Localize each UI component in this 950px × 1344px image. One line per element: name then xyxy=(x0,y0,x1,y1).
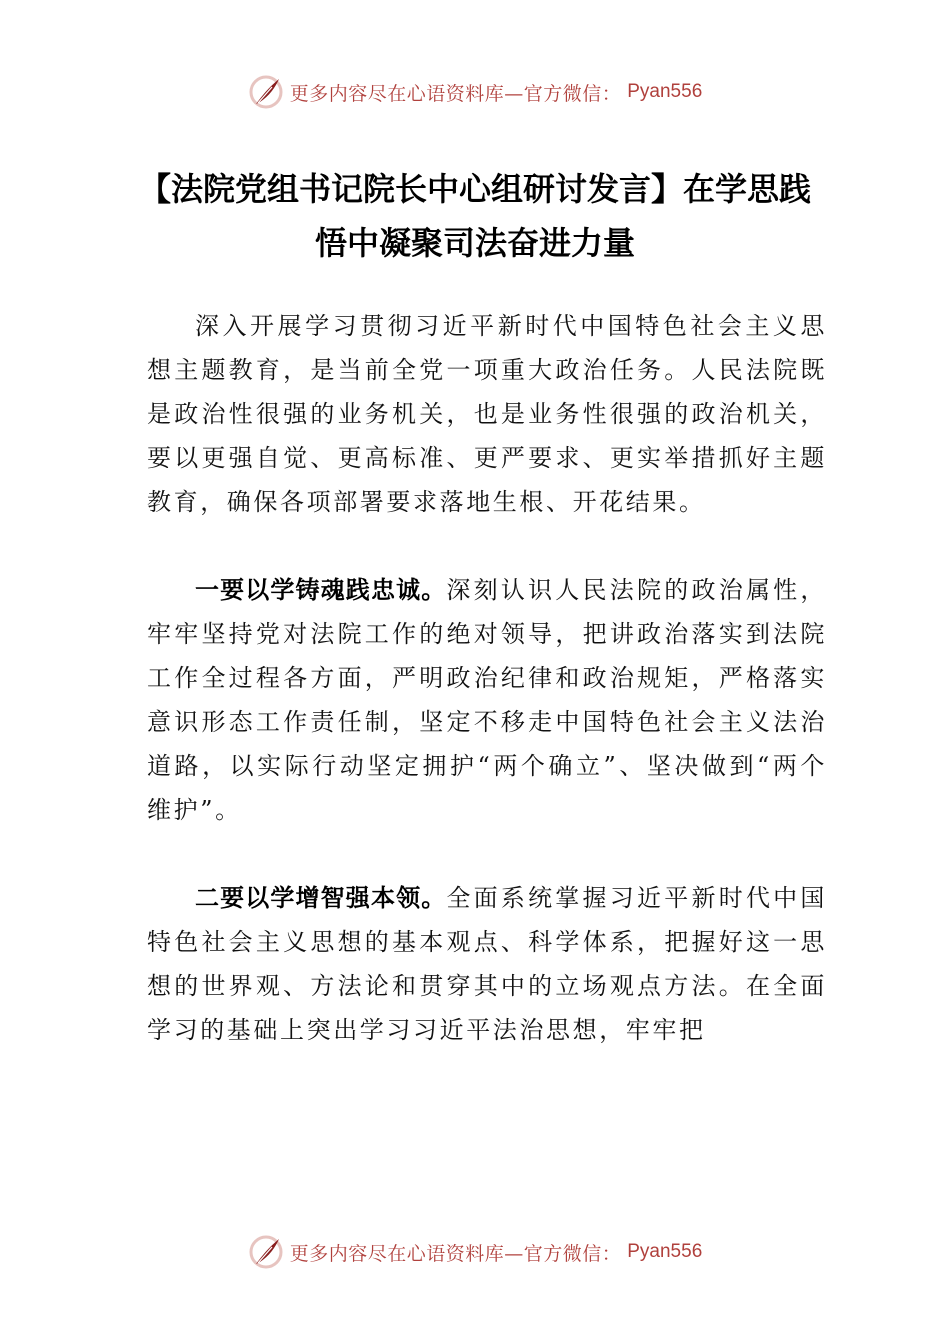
paragraph-heading: 一要以学铸魂践忠诚。 xyxy=(195,576,447,604)
wechat-id: Pyan556 xyxy=(627,1241,703,1262)
banner-text: 更多内容尽在心语资料库—官方微信： xyxy=(289,1242,622,1265)
document-body xyxy=(147,304,827,1096)
header-banner xyxy=(0,70,950,114)
wechat-id: Pyan556 xyxy=(627,81,703,102)
paragraph-text: 深刻认识人民法院的政治属性，牢牢坚持党对法院工作的绝对领导，把讲政治落实到法院工作全过程各方面，严明政治纪律和政治规矩，严格落实意识形态工作责任制，坚定不移走中国特色社会主义法治道路，以实际行动坚定拥护“两个确立”、坚决做到“两个维护”。 xyxy=(147,576,828,824)
document-title: 【法院党组书记院长中心组研讨发言】在学思践悟中凝聚司法奋进力量 xyxy=(138,170,811,262)
footer-banner xyxy=(0,1230,950,1274)
paragraph-text: 深入开展学习贯彻习近平新时代中国特色社会主义思想主题教育，是当前全党一项重大政治任务。人民法院既是政治性很强的业务机关，也是业务性很强的政治机关，要以更强自觉、更高标准、更严要求、更实举措抓好主题教育，确保各项部署要求落地生根、开花结果。 xyxy=(147,312,827,516)
banner-text: 更多内容尽在心语资料库—官方微信： xyxy=(289,82,622,105)
quill-feather-logo-icon xyxy=(248,74,284,110)
quill-feather-logo-icon xyxy=(248,1234,284,1270)
paragraph-point-one xyxy=(147,568,827,832)
paragraph-text: 全面系统掌握习近平新时代中国特色社会主义思想的基本观点、科学体系，把握好这一思想的世界观、方法论和贯穿其中的立场观点方法。在全面学习的基础上突出学习习近平法治思想，牢牢把 xyxy=(147,884,828,1044)
paragraph-heading: 二要以学增智强本领。 xyxy=(195,884,447,912)
paragraph-point-two xyxy=(147,876,827,1052)
paragraph-intro xyxy=(147,304,827,524)
